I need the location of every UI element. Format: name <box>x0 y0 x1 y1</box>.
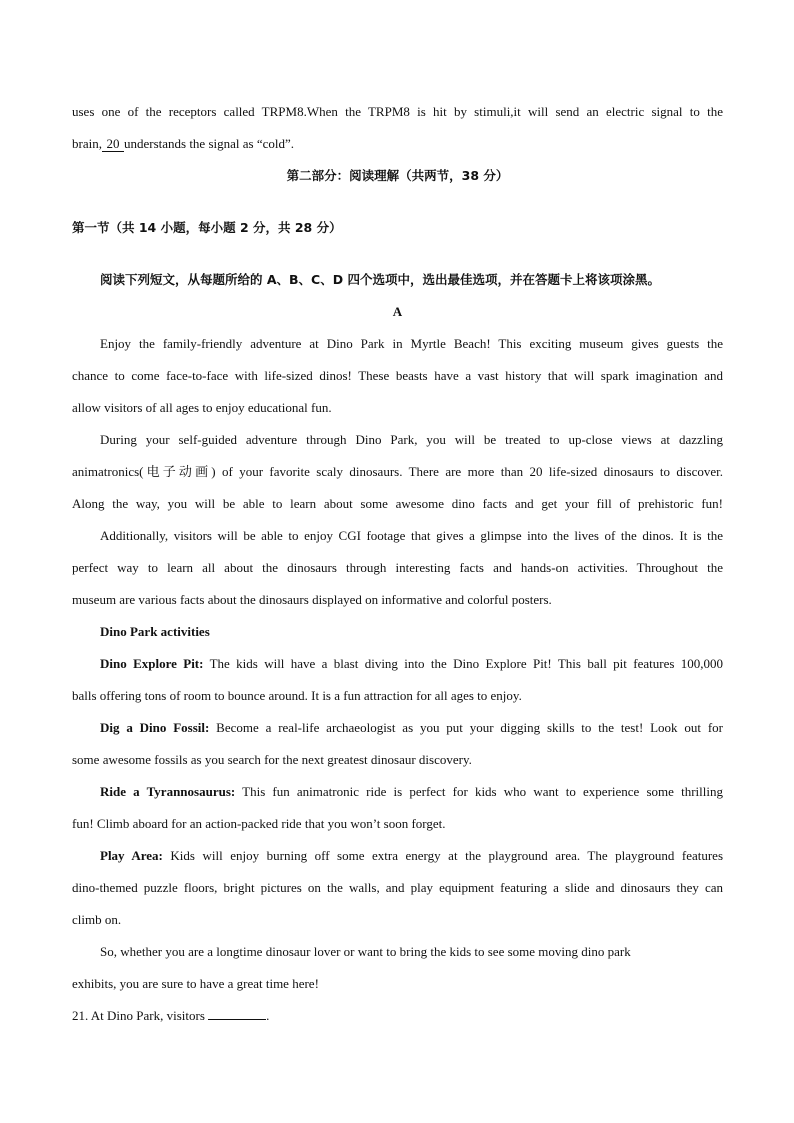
question-21-end: . <box>266 1008 270 1023</box>
part-two-heading: 第二部分：阅读理解（共两节，38 分） <box>286 168 509 183</box>
passage-label: A <box>392 304 403 319</box>
activity-text: The kids will have a blast diving into the Dino Explore Pit! This ball pit features 100,000 <box>203 656 724 671</box>
activity-text: Become a real-life archaeologist as you put your digging skills to the test! Look out for <box>209 720 723 735</box>
exam-page <box>72 96 723 1032</box>
activity-text: Kids will enjoy burning off some extra energy at the playground area. The playground features <box>162 848 724 863</box>
activity-ride-line-2: fun! Climb aboard for an action-packed ride that you won’t soon forget. <box>72 816 446 831</box>
activity-explore-pit-line-2: balls offering tons of room to bounce around. It is a fun attraction for all ages to enjoy. <box>72 688 522 703</box>
p1-line-1: Enjoy the family-friendly adventure at Dino Park in Myrtle Beach! This exciting museum gives guests the <box>100 336 723 351</box>
reading-instructions: 阅读下列短文，从每题所给的 A、B、C、D 四个选项中，选出最佳选项，并在答题卡上将该项涂黑。 <box>100 272 660 287</box>
activity-title: Dig a Dino Fossil: <box>100 720 210 735</box>
activity-play-area-line-1 <box>72 840 723 872</box>
answer-blank <box>208 1007 266 1020</box>
p3-line-3: museum are various facts about the dinosaurs displayed on informative and colorful posters. <box>72 592 552 607</box>
activity-play-area-line-3: climb on. <box>72 912 122 927</box>
cloze-tail-after: understands the signal as “cold”. <box>123 136 295 151</box>
p2-line-2: animatronics(电子动画) of your favorite scaly dinosaurs. There are more than 20 life-sized dinosaurs to discover. <box>72 464 723 479</box>
activity-title: Play Area: <box>100 848 163 863</box>
activity-title: Ride a Tyrannosaurus: <box>100 784 236 799</box>
p3-line-2: perfect way to learn all about the dinosaurs through interesting facts and hands-on activities. Throughout the <box>72 560 723 575</box>
activity-text: This fun animatronic ride is perfect for kids who want to experience some thrilling <box>235 784 723 799</box>
cloze-blank-20: 20 <box>102 137 124 152</box>
activity-title: Dino Explore Pit: <box>100 656 204 671</box>
question-21 <box>72 1000 723 1032</box>
question-21-stem: 21. At Dino Park, visitors <box>72 1008 205 1023</box>
cloze-tail-line-1: uses one of the receptors called TRPM8.When the TRPM8 is hit by stimuli,it will send an electric signal to the <box>72 104 723 119</box>
activity-play-area-line-2: dino-themed puzzle floors, bright pictures on the walls, and play equipment featuring a slide and dinosaurs they can <box>72 880 723 895</box>
p1-line-2: chance to come face-to-face with life-sized dinos! These beasts have a vast history that will spark imagination and <box>72 368 723 383</box>
p2-line-3: Along the way, you will be able to learn about some awesome dino facts and get your fill of prehistoric fun! <box>72 496 723 511</box>
cloze-tail-line-2 <box>72 128 723 160</box>
p3-line-1: Additionally, visitors will be able to enjoy CGI footage that gives a glimpse into the lives of the dinos. It is the <box>100 528 723 543</box>
p1-line-3: allow visitors of all ages to enjoy educational fun. <box>72 400 332 415</box>
section-one-heading: 第一节（共 14 小题，每小题 2 分，共 28 分） <box>72 220 342 235</box>
closing-line-2: exhibits, you are sure to have a great time here! <box>72 976 319 991</box>
activity-ride-line-1 <box>72 776 723 808</box>
activity-dig-fossil-line-2: some awesome fossils as you search for the next greatest dinosaur discovery. <box>72 752 472 767</box>
cloze-tail-before: brain, <box>72 136 102 151</box>
activity-explore-pit-line-1 <box>72 648 723 680</box>
closing-line-1: So, whether you are a longtime dinosaur lover or want to bring the kids to see some moving dino park <box>100 944 631 959</box>
activity-dig-fossil-line-1 <box>72 712 723 744</box>
p2-line-1: During your self-guided adventure through Dino Park, you will be treated to up-close views at dazzling <box>100 432 723 447</box>
activities-heading: Dino Park activities <box>100 624 210 639</box>
